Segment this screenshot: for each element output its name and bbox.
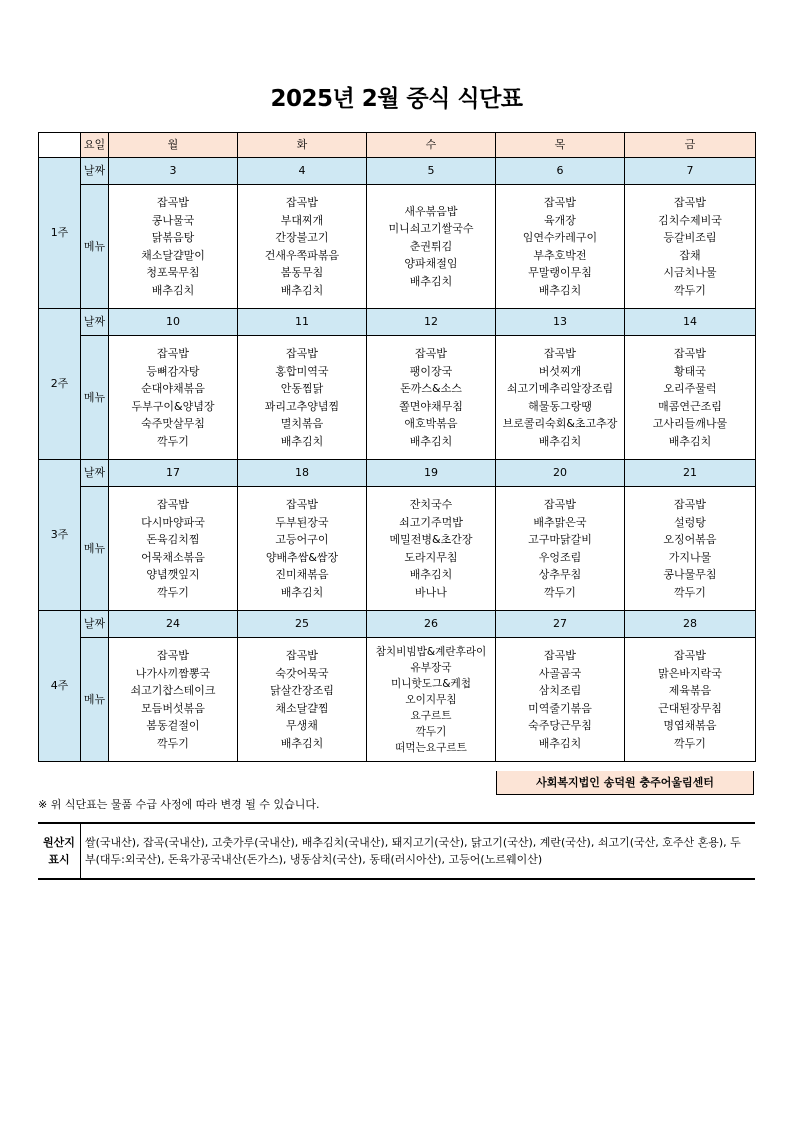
menu-item: 멸치볶음 (280, 417, 324, 430)
menu-item: 잡곡밥 (157, 347, 189, 360)
date-label: 날짜 (81, 460, 109, 487)
date-cell: 19 (367, 460, 496, 487)
menu-item: 배추김치 (280, 434, 324, 448)
menu-item: 쇠고기주먹밥 (399, 515, 463, 529)
menu-item: 유부장국 (410, 661, 452, 674)
menu-item: 양념깻잎지 (146, 568, 200, 581)
date-cell: 26 (367, 611, 496, 638)
date-cell: 27 (496, 611, 625, 638)
menu-item: 콩나물국 (151, 213, 195, 227)
date-cell: 4 (238, 158, 367, 185)
menu-item: 숙주당근무침 (528, 719, 592, 732)
menu-label: 메뉴 (81, 487, 109, 611)
menu-item: 새우볶음밥 (404, 204, 458, 218)
menu-item: 배추김치 (538, 434, 582, 448)
menu-label: 메뉴 (81, 336, 109, 460)
menu-item: 양배추쌈&쌈장 (265, 550, 339, 564)
menu-item: 나가사끼짬뽕국 (135, 666, 211, 680)
menu-item: 닭볶음탕 (151, 231, 195, 244)
menu-items (109, 496, 237, 601)
menu-item: 숙주맛살무침 (141, 417, 205, 430)
menu-item: 미니쇠고기쌀국수 (388, 222, 474, 236)
menu-item: 버섯찌개 (538, 364, 582, 378)
menu-item: 양파채절임 (404, 257, 458, 271)
menu-item: 배추김치 (280, 585, 324, 599)
menu-item: 상추무침 (538, 568, 582, 581)
menu-cell (367, 336, 496, 460)
menu-item: 배추김치 (280, 736, 324, 750)
menu-label: 메뉴 (81, 185, 109, 309)
menu-item: 떠먹는요구르트 (395, 741, 467, 754)
change-notice: ※ 위 식단표는 물품 수급 사정에 따라 변경 될 수 있습니다. (38, 798, 320, 811)
menu-item: 돈육김치찜 (146, 533, 200, 546)
menu-item: 해물동그랑땡 (528, 399, 592, 413)
menu-item: 잔치국수 (409, 498, 453, 511)
menu-item: 맑은바지락국 (658, 666, 722, 680)
menu-item: 쫄면야채무침 (399, 399, 463, 413)
weekday-header-row (39, 133, 756, 158)
menu-items (625, 496, 755, 601)
menu-item: 닭살간장조림 (270, 684, 334, 697)
menu-items (238, 194, 366, 299)
date-row (39, 309, 756, 336)
menu-item: 꽈리고추양념찜 (264, 399, 340, 413)
menu-item: 가지나물 (668, 550, 712, 564)
menu-items (109, 194, 237, 299)
menu-item: 잡곡밥 (286, 196, 318, 209)
menu-item: 채소달걀말이 (141, 248, 205, 262)
week-label: 4주 (39, 611, 81, 762)
menu-item: 잡곡밥 (674, 196, 706, 209)
menu-item: 잡곡밥 (415, 347, 447, 360)
menu-item: 임연수카레구이 (522, 231, 598, 244)
date-cell: 21 (625, 460, 756, 487)
menu-item: 두부된장국 (275, 515, 329, 529)
date-cell: 14 (625, 309, 756, 336)
menu-items (496, 647, 624, 752)
menu-items (496, 496, 624, 601)
menu-item: 간장불고기 (275, 231, 329, 244)
menu-row (39, 185, 756, 309)
weekday-label: 요일 (81, 133, 109, 158)
menu-row (39, 336, 756, 460)
menu-item: 두부구이&양념장 (131, 399, 215, 413)
menu-item: 무생채 (286, 719, 318, 732)
origin-text: 쌀(국내산), 잡곡(국내산), 고춧가루(국내산), 배추김치(국내산), 돼지고기(국산), 닭고기(국산), 계란(국산), 쇠고기(국산, 호주산 혼용), 두부(대두:외국산), 돈육가공국내산(돈가스), 냉동삼치(국산), 동태(러시아산), 고등어(노르웨이산) (81, 823, 756, 879)
menu-item: 잡곡밥 (674, 498, 706, 511)
menu-item: 등뼈감자탕 (146, 364, 200, 378)
menu-item: 어묵채소볶음 (141, 550, 205, 564)
menu-item: 쇠고기메추리알장조림 (506, 382, 614, 395)
menu-item: 바나나 (415, 585, 447, 599)
menu-item: 깍두기 (674, 283, 706, 297)
menu-items (238, 647, 366, 752)
menu-item: 미역줄기볶음 (528, 701, 592, 715)
menu-label: 메뉴 (81, 638, 109, 762)
menu-items (625, 194, 755, 299)
menu-cell (625, 185, 756, 309)
menu-item: 숙갓어묵국 (275, 666, 329, 680)
date-cell: 11 (238, 309, 367, 336)
menu-cell (109, 336, 238, 460)
menu-items (625, 345, 755, 450)
menu-item: 등갈비조림 (663, 231, 717, 244)
date-cell: 3 (109, 158, 238, 185)
menu-item: 도라지무침 (404, 550, 458, 564)
date-label: 날짜 (81, 309, 109, 336)
date-cell: 28 (625, 611, 756, 638)
menu-cell (625, 487, 756, 611)
menu-items (496, 345, 624, 450)
menu-item: 안동찜닭 (280, 382, 324, 395)
menu-item: 황태국 (674, 364, 706, 378)
menu-item: 무말랭이무침 (528, 266, 592, 279)
menu-item: 배추김치 (668, 434, 712, 448)
menu-item: 참치비빔밥&계란후라이 (375, 645, 487, 658)
menu-item: 오징어볶음 (663, 533, 717, 546)
menu-cell (109, 638, 238, 762)
menu-item: 쇠고기찹스테이크 (130, 684, 216, 697)
origin-table (38, 822, 755, 880)
corner-cell (39, 133, 81, 158)
menu-cell (109, 185, 238, 309)
week-label: 1주 (39, 158, 81, 309)
date-cell: 7 (625, 158, 756, 185)
menu-item: 배추김치 (409, 434, 453, 448)
date-cell: 5 (367, 158, 496, 185)
menu-item: 깍두기 (544, 585, 576, 599)
menu-item: 제육볶음 (668, 684, 712, 697)
menu-cell (238, 185, 367, 309)
week-label: 2주 (39, 309, 81, 460)
menu-item: 배추김치 (151, 283, 195, 297)
menu-cell (496, 487, 625, 611)
menu-item: 배추김치 (280, 283, 324, 297)
menu-row (39, 487, 756, 611)
menu-table (38, 132, 756, 762)
weekday-tue: 화 (238, 133, 367, 158)
menu-item: 깍두기 (674, 736, 706, 750)
menu-item: 명엽채볶음 (663, 719, 717, 732)
menu-item: 배추김치 (538, 736, 582, 750)
menu-item: 잡곡밥 (544, 347, 576, 360)
menu-item: 배추김치 (409, 568, 453, 581)
origin-label-line1: 원산지 (43, 836, 75, 849)
menu-items (109, 647, 237, 752)
menu-item: 다시마양파국 (141, 515, 205, 529)
menu-item: 깍두기 (157, 585, 189, 599)
menu-item: 브로콜리숙회&초고추장 (502, 417, 618, 430)
menu-item: 깍두기 (415, 725, 447, 738)
menu-item: 설렁탕 (674, 515, 706, 529)
menu-item: 배추김치 (538, 283, 582, 297)
menu-item: 고사리들깨나물 (652, 417, 728, 430)
menu-item: 부대찌개 (280, 213, 324, 227)
organization-name: 사회복지법인 송덕원 충주어울림센터 (496, 771, 754, 795)
date-cell: 13 (496, 309, 625, 336)
menu-items (496, 194, 624, 299)
menu-cell (238, 336, 367, 460)
menu-item: 고구마닭갈비 (528, 533, 592, 546)
menu-item: 김치수제비국 (658, 213, 722, 227)
menu-cell (238, 638, 367, 762)
menu-cell (367, 487, 496, 611)
menu-item: 매콤연근조림 (658, 399, 722, 413)
date-row (39, 611, 756, 638)
menu-items (109, 345, 237, 450)
menu-cell (109, 487, 238, 611)
menu-item: 요구르트 (410, 709, 452, 722)
menu-item: 육개장 (544, 213, 576, 227)
menu-items (367, 345, 495, 450)
menu-item: 잡곡밥 (674, 347, 706, 360)
menu-item: 깍두기 (157, 434, 189, 448)
menu-item: 부추호박전 (533, 248, 587, 262)
menu-cell (367, 638, 496, 762)
date-row (39, 158, 756, 185)
menu-cell (238, 487, 367, 611)
menu-item: 잡곡밥 (286, 649, 318, 662)
menu-item: 잡곡밥 (157, 649, 189, 662)
weekday-thu: 목 (496, 133, 625, 158)
menu-item: 근대된장무침 (658, 701, 722, 715)
origin-label (38, 823, 81, 879)
menu-item: 고등어구이 (275, 533, 329, 546)
menu-item: 돈까스&소스 (400, 382, 462, 395)
menu-item: 팽이장국 (409, 364, 453, 378)
menu-item: 깍두기 (157, 736, 189, 750)
menu-item: 잡곡밥 (674, 649, 706, 662)
menu-item: 오리주물럭 (663, 382, 717, 395)
menu-item: 청포묵무침 (146, 266, 200, 279)
menu-items (625, 647, 755, 752)
menu-item: 콩나물무침 (663, 568, 717, 581)
menu-item: 우엉조림 (538, 550, 582, 564)
menu-item: 깍두기 (674, 585, 706, 599)
weekday-mon: 월 (109, 133, 238, 158)
menu-item: 잡곡밥 (544, 498, 576, 511)
menu-cell (496, 638, 625, 762)
menu-items (238, 496, 366, 601)
menu-item: 삼치조림 (538, 684, 582, 697)
date-cell: 17 (109, 460, 238, 487)
menu-item: 진미채볶음 (275, 568, 329, 581)
date-cell: 10 (109, 309, 238, 336)
weekday-wed: 수 (367, 133, 496, 158)
menu-cell (496, 185, 625, 309)
menu-item: 잡곡밥 (544, 196, 576, 209)
menu-cell (496, 336, 625, 460)
menu-cell (625, 638, 756, 762)
menu-item: 배추김치 (409, 274, 453, 288)
origin-label-line2: 표시 (48, 853, 70, 866)
week-label: 3주 (39, 460, 81, 611)
menu-item: 사골곰국 (538, 666, 582, 680)
date-label: 날짜 (81, 611, 109, 638)
menu-item: 메밀전병&초간장 (389, 533, 473, 546)
date-cell: 25 (238, 611, 367, 638)
menu-items (367, 203, 495, 291)
menu-item: 춘권튀김 (409, 239, 453, 253)
menu-cell (367, 185, 496, 309)
date-cell: 12 (367, 309, 496, 336)
menu-item: 애호박볶음 (404, 417, 458, 430)
weekday-fri: 금 (625, 133, 756, 158)
menu-items (367, 644, 495, 756)
menu-item: 잡곡밥 (286, 498, 318, 511)
menu-item: 배추맑은국 (533, 515, 587, 529)
menu-items (238, 345, 366, 450)
menu-item: 잡곡밥 (286, 347, 318, 360)
menu-item: 홍합미역국 (275, 364, 329, 378)
date-row (39, 460, 756, 487)
menu-item: 모듬버섯볶음 (141, 701, 205, 715)
date-cell: 18 (238, 460, 367, 487)
menu-item: 시금치나물 (663, 266, 717, 279)
date-cell: 24 (109, 611, 238, 638)
menu-item: 잡곡밥 (157, 196, 189, 209)
menu-items (367, 496, 495, 601)
menu-item: 미니핫도그&케첩 (391, 677, 471, 690)
menu-item: 오이지무침 (405, 693, 457, 706)
menu-row (39, 638, 756, 762)
menu-item: 건새우쪽파볶음 (264, 248, 340, 262)
menu-cell (625, 336, 756, 460)
menu-item: 순대야채볶음 (141, 382, 205, 395)
menu-item: 봄동무침 (280, 266, 324, 279)
date-cell: 20 (496, 460, 625, 487)
page-title: 2025년 2월 중식 식단표 (270, 86, 523, 112)
menu-item: 잡채 (679, 248, 701, 262)
menu-item: 잡곡밥 (157, 498, 189, 511)
date-cell: 6 (496, 158, 625, 185)
menu-item: 봄동겉절이 (146, 719, 200, 732)
date-label: 날짜 (81, 158, 109, 185)
menu-item: 잡곡밥 (544, 649, 576, 662)
menu-item: 채소달걀찜 (275, 701, 329, 715)
